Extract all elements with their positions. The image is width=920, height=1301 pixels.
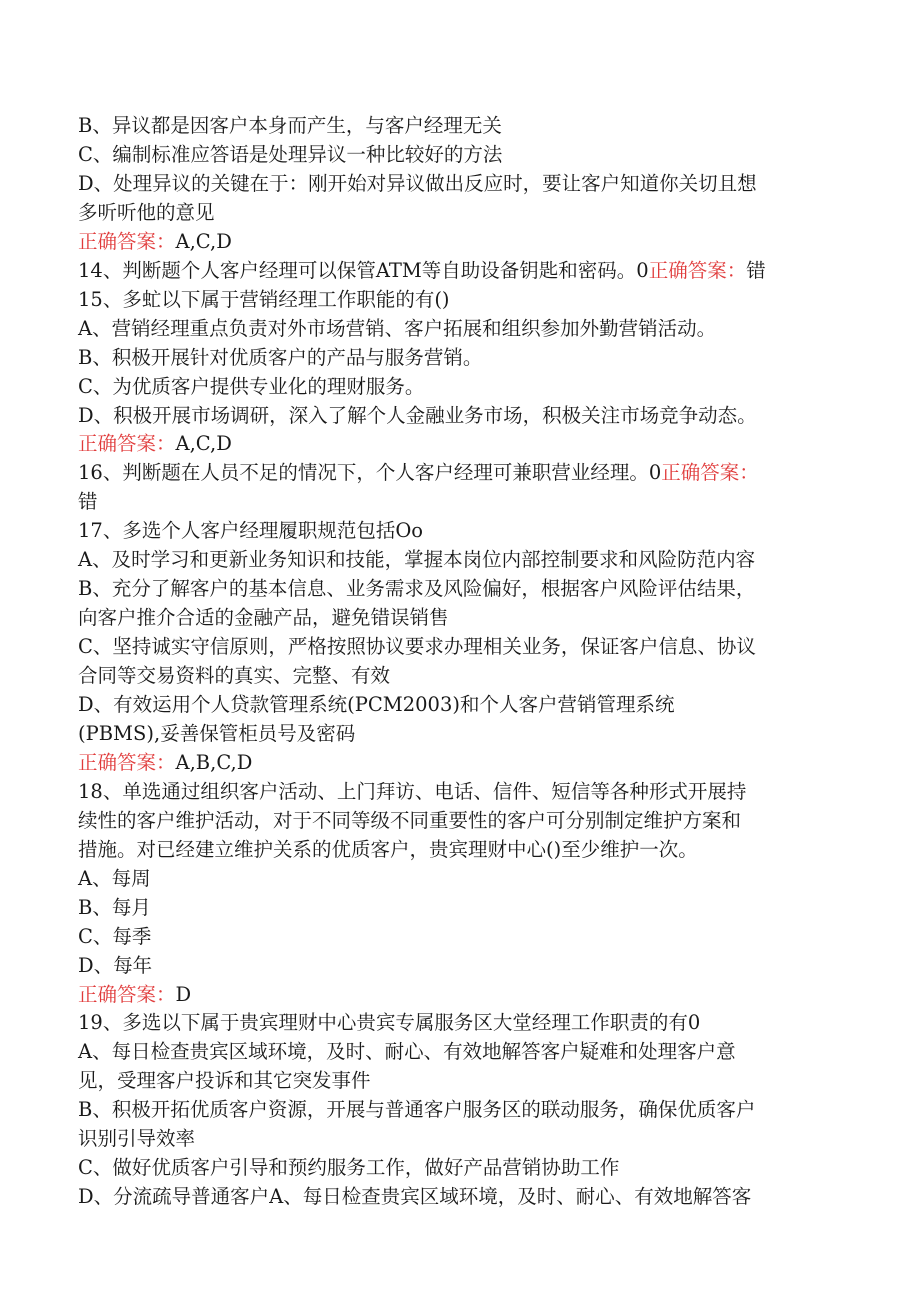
answer-value: A,B,C,D [175,750,253,774]
text-line: A、营销经理重点负责对外市场营销、客户拓展和组织参加外勤营销活动。 [78,316,717,340]
text-line: B、异议都是因客户本身而产生，与客户经理无关 [78,114,502,137]
text-line: C、编制标准应答语是处理异议一种比较好的方法 [78,142,503,166]
text-line: A、每周 [78,866,151,890]
text-line: C、坚持诚实守信原则，严格按照协议要求办理相关业务，保证客户信息、协议 [78,635,756,659]
question-line-with-answer [78,458,860,487]
answer-label: 正确答案： [78,982,176,1006]
text-line: 措施。对已经建立维护关系的优质客户，贵宾理财中心()至少维护一次。 [78,837,698,861]
answer-value: A,C,D [175,229,232,253]
question-text: 16、判断题在人员不足的情况下，个人客户经理可兼职营业经理。0 [78,461,662,485]
text-line: 续性的客户维护活动，对于不同等级不同重要性的客户可分别制定维护方案和 [78,808,742,832]
question-text: 14、判断题个人客户经理可以保管ATM等自助设备钥匙和密码。0 [78,258,649,282]
answer-label: 正确答案： [78,750,176,774]
text-line: B、积极开展针对优质客户的产品与服务营销。 [78,345,483,369]
text-line: C、为优质客户提供专业化的理财服务。 [78,374,425,398]
answer-line [78,748,860,777]
answer-value: D [175,982,192,1006]
text-line: 识别引导效率 [78,1127,196,1151]
text-line: 合同等交易资料的真实、完整、有效 [78,664,391,687]
text-line: B、充分了解客户的基本信息、业务需求及风险偏好，根据客户风险评估结果， [78,577,756,601]
text-line: 17、多选个人客户经理履职规范包括Oo [78,519,424,543]
answer-line [78,227,860,256]
text-line: A、每日检查贵宾区域环境，及时、耐心、有效地解答客户疑难和处理客户意 [78,1040,736,1064]
text-line: C、做好优质客户引导和预约服务工作，做好产品营销协助工作 [78,1156,620,1180]
text-line: C、每季 [78,924,152,948]
text-line: 向客户推介合适的金融产品，避免错误销售 [78,606,449,630]
answer-label: 正确答案： [648,258,747,282]
text-line: 多听听他的意见 [78,200,215,224]
text-line: 错 [78,490,98,514]
text-line: B、积极开拓优质客户资源，开展与普通客户服务区的联动服务，确保优质客户 [78,1098,756,1122]
text-line: D、有效运用个人贷款管理系统(PCM2003)和个人客户营销管理系统 [78,693,675,716]
answer-label: 正确答案： [78,432,176,456]
text-line: 15、多虻以下属于营销经理工作职能的有() [78,287,450,311]
question-line-with-answer [78,256,860,285]
answer-label: 正确答案： [661,461,759,485]
text-line: A、及时学习和更新业务知识和技能，掌握本岗位内部控制要求和风险防范内容 [78,548,756,572]
text-line: 见，受理客户投诉和其它突发事件 [78,1069,371,1093]
text-line: 19、多选以下属于贵宾理财中心贵宾专属服务区大堂经理工作职责的有0 [78,1011,701,1035]
text-line: D、积极开展市场调研，深入了解个人金融业务市场，积极关注市场竞争动态。 [78,403,757,427]
answer-value: A,C,D [175,432,232,456]
answer-line [78,429,860,458]
answer-line [78,980,860,1009]
text-line: B、每月 [78,895,151,919]
text-line: 18、单选通过组织客户活动、上门拜访、电话、信件、短信等各种形式开展持 [78,779,747,803]
answer-label: 正确答案： [78,229,176,253]
text-line: D、处理异议的关键在于：刚开始对异议做出反应时，要让客户知道你关切且想 [78,171,757,195]
text-line: D、分流疏导普通客户A、每日检查贵宾区域环境，及时、耐心、有效地解答客 [78,1185,752,1209]
text-line: (PBMS),妥善保管柜员号及密码 [78,721,356,745]
text-line: D、每年 [78,953,153,977]
answer-value: 错 [746,258,766,282]
